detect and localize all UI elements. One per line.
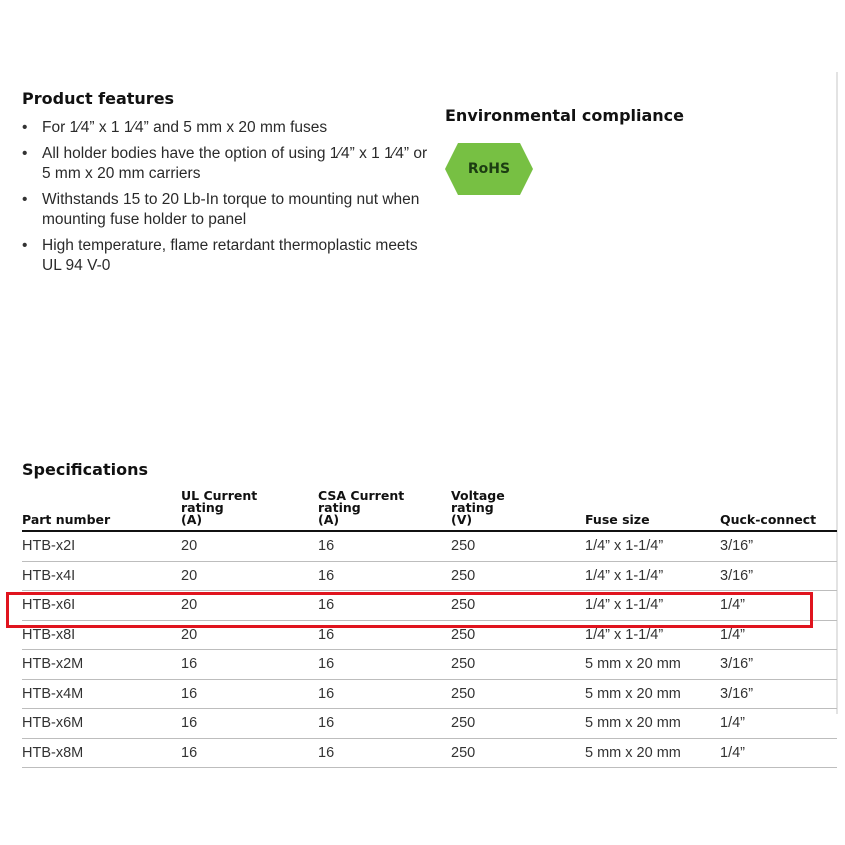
- header-csa-current: CSA Current rating (A): [318, 490, 451, 531]
- quick-connect-cell: 1/4”: [720, 620, 837, 650]
- environmental-compliance-title: Environmental compliance: [445, 106, 685, 125]
- csa-current-cell: 16: [318, 591, 451, 621]
- rohs-badge: [444, 139, 534, 199]
- quick-connect-cell: 3/16”: [720, 531, 837, 561]
- highlighted-row-box: [6, 592, 813, 628]
- fuse-size-cell: 5 mm x 20 mm: [585, 679, 720, 709]
- csa-current-cell: 16: [318, 650, 451, 680]
- header-voltage: Voltage rating (V): [451, 490, 585, 531]
- fuse-size-cell: 5 mm x 20 mm: [585, 738, 720, 768]
- table-row: [22, 561, 837, 591]
- fuse-size-cell: 1/4” x 1-1/4”: [585, 561, 720, 591]
- feature-item: • High temperature, flame retardant thermoplastic meets UL 94 V-0: [22, 236, 432, 276]
- csa-current-cell: 16: [318, 531, 451, 561]
- part-number-cell: HTB-x4I: [22, 561, 181, 591]
- specifications-title: Specifications: [22, 460, 148, 479]
- specifications-table: [22, 490, 837, 768]
- voltage-cell: 250: [451, 738, 585, 768]
- fuse-size-cell: 1/4” x 1-1/4”: [585, 591, 720, 621]
- ul-current-cell: 20: [181, 591, 318, 621]
- voltage-cell: 250: [451, 561, 585, 591]
- fuse-size-cell: 1/4” x 1-1/4”: [585, 620, 720, 650]
- voltage-cell: 250: [451, 709, 585, 739]
- voltage-cell: 250: [451, 620, 585, 650]
- header-quick-connect: Quck-connect: [720, 490, 837, 531]
- feature-item: • All holder bodies have the option of using 1⁄4” x 1 1⁄4” or 5 mm x 20 mm carriers: [22, 144, 432, 184]
- quick-connect-cell: 1/4”: [720, 738, 837, 768]
- part-number-cell: HTB-x2M: [22, 650, 181, 680]
- part-number-cell: HTB-x2I: [22, 531, 181, 561]
- rohs-label: RoHS: [467, 161, 511, 177]
- csa-current-cell: 16: [318, 620, 451, 650]
- part-number-cell: HTB-x6I: [22, 591, 181, 621]
- table-body: [22, 531, 837, 768]
- quick-connect-cell: 3/16”: [720, 561, 837, 591]
- part-number-cell: HTB-x6M: [22, 709, 181, 739]
- ul-current-cell: 16: [181, 650, 318, 680]
- ul-current-cell: 20: [181, 620, 318, 650]
- csa-current-cell: 16: [318, 709, 451, 739]
- part-number-cell: HTB-x4M: [22, 679, 181, 709]
- header-part-number: Part number: [22, 490, 181, 531]
- ul-current-cell: 16: [181, 709, 318, 739]
- quick-connect-cell: 3/16”: [720, 650, 837, 680]
- fuse-size-cell: 5 mm x 20 mm: [585, 650, 720, 680]
- voltage-cell: 250: [451, 591, 585, 621]
- csa-current-cell: 16: [318, 738, 451, 768]
- fuse-size-cell: 5 mm x 20 mm: [585, 709, 720, 739]
- table-header-row: [22, 490, 837, 531]
- header-fuse-size: Fuse size: [585, 490, 720, 531]
- ul-current-cell: 16: [181, 679, 318, 709]
- table-row: [22, 709, 837, 739]
- ul-current-cell: 16: [181, 738, 318, 768]
- part-number-cell: HTB-x8M: [22, 738, 181, 768]
- csa-current-cell: 16: [318, 561, 451, 591]
- table-row: [22, 531, 837, 561]
- table-row: [22, 738, 837, 768]
- product-features-list: [22, 118, 432, 282]
- quick-connect-cell: 3/16”: [720, 679, 837, 709]
- voltage-cell: 250: [451, 679, 585, 709]
- fuse-size-cell: 1/4” x 1-1/4”: [585, 531, 720, 561]
- ul-current-cell: 20: [181, 531, 318, 561]
- voltage-cell: 250: [451, 650, 585, 680]
- ul-current-cell: 20: [181, 561, 318, 591]
- part-number-cell: HTB-x8I: [22, 620, 181, 650]
- table-row: [22, 650, 837, 680]
- product-features-title: Product features: [22, 89, 175, 108]
- quick-connect-cell: 1/4”: [720, 709, 837, 739]
- quick-connect-cell: 1/4”: [720, 591, 837, 621]
- feature-item: • For 1⁄4” x 1 1⁄4” and 5 mm x 20 mm fuses: [22, 118, 432, 138]
- table-row: [22, 679, 837, 709]
- header-ul-current: UL Current rating (A): [181, 490, 318, 531]
- voltage-cell: 250: [451, 531, 585, 561]
- csa-current-cell: 16: [318, 679, 451, 709]
- feature-item: • Withstands 15 to 20 Lb-In torque to mounting nut when mounting fuse holder to panel: [22, 190, 432, 230]
